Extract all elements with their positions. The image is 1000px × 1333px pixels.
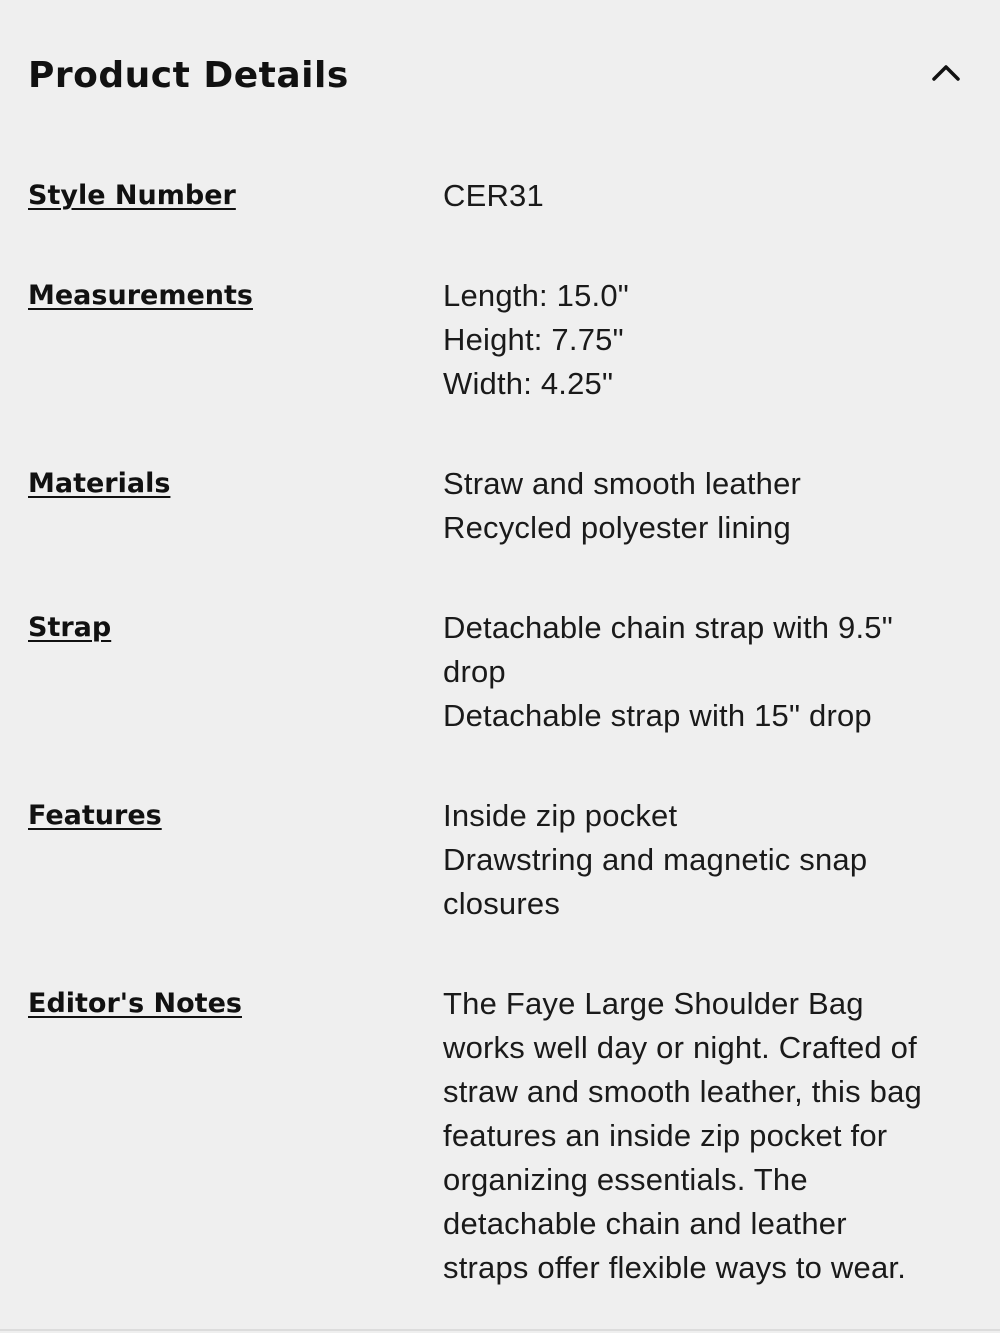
measurement-height: Height: 7.75" bbox=[443, 322, 624, 357]
editors-notes-line: The Faye Large Shoulder Bag bbox=[443, 986, 864, 1021]
editors-notes-value bbox=[443, 982, 963, 1290]
measurement-length: Length: 15.0" bbox=[443, 278, 629, 313]
editors-notes-line: features an inside zip pocket for bbox=[443, 1118, 888, 1153]
measurement-width: Width: 4.25" bbox=[443, 366, 614, 401]
features-line: Drawstring and magnetic snap bbox=[443, 842, 868, 877]
strap-label[interactable]: Strap bbox=[28, 612, 112, 643]
editors-notes-line: straw and smooth leather, this bag bbox=[443, 1074, 922, 1109]
section-title: Product Details bbox=[28, 55, 349, 96]
strap-line: drop bbox=[443, 654, 506, 689]
editors-notes-line: organizing essentials. The bbox=[443, 1162, 808, 1197]
features-line: Inside zip pocket bbox=[443, 798, 678, 833]
editors-notes-line: works well day or night. Crafted of bbox=[443, 1030, 917, 1065]
style-number-value bbox=[443, 174, 963, 218]
strap-value bbox=[443, 606, 963, 738]
measurements-value bbox=[443, 274, 963, 406]
chevron-up-icon bbox=[928, 56, 964, 92]
style-number-label[interactable]: Style Number bbox=[28, 180, 236, 211]
editors-notes-line: detachable chain and leather bbox=[443, 1206, 847, 1241]
editors-notes-label[interactable]: Editor's Notes bbox=[28, 988, 242, 1019]
features-value bbox=[443, 794, 963, 926]
collapse-button[interactable] bbox=[928, 56, 964, 92]
features-label[interactable]: Features bbox=[28, 800, 162, 831]
features-line: closures bbox=[443, 886, 561, 921]
product-details-header[interactable] bbox=[28, 48, 972, 104]
editors-notes-line: straps offer flexible ways to wear. bbox=[443, 1250, 907, 1285]
strap-line: Detachable chain strap with 9.5" bbox=[443, 610, 893, 645]
style-number-text: CER31 bbox=[443, 178, 544, 213]
bottom-divider bbox=[0, 1329, 1000, 1331]
materials-line: Recycled polyester lining bbox=[443, 510, 791, 545]
measurements-label[interactable]: Measurements bbox=[28, 280, 253, 311]
strap-line: Detachable strap with 15" drop bbox=[443, 698, 872, 733]
materials-value bbox=[443, 462, 963, 550]
materials-label[interactable]: Materials bbox=[28, 468, 171, 499]
materials-line: Straw and smooth leather bbox=[443, 466, 802, 501]
